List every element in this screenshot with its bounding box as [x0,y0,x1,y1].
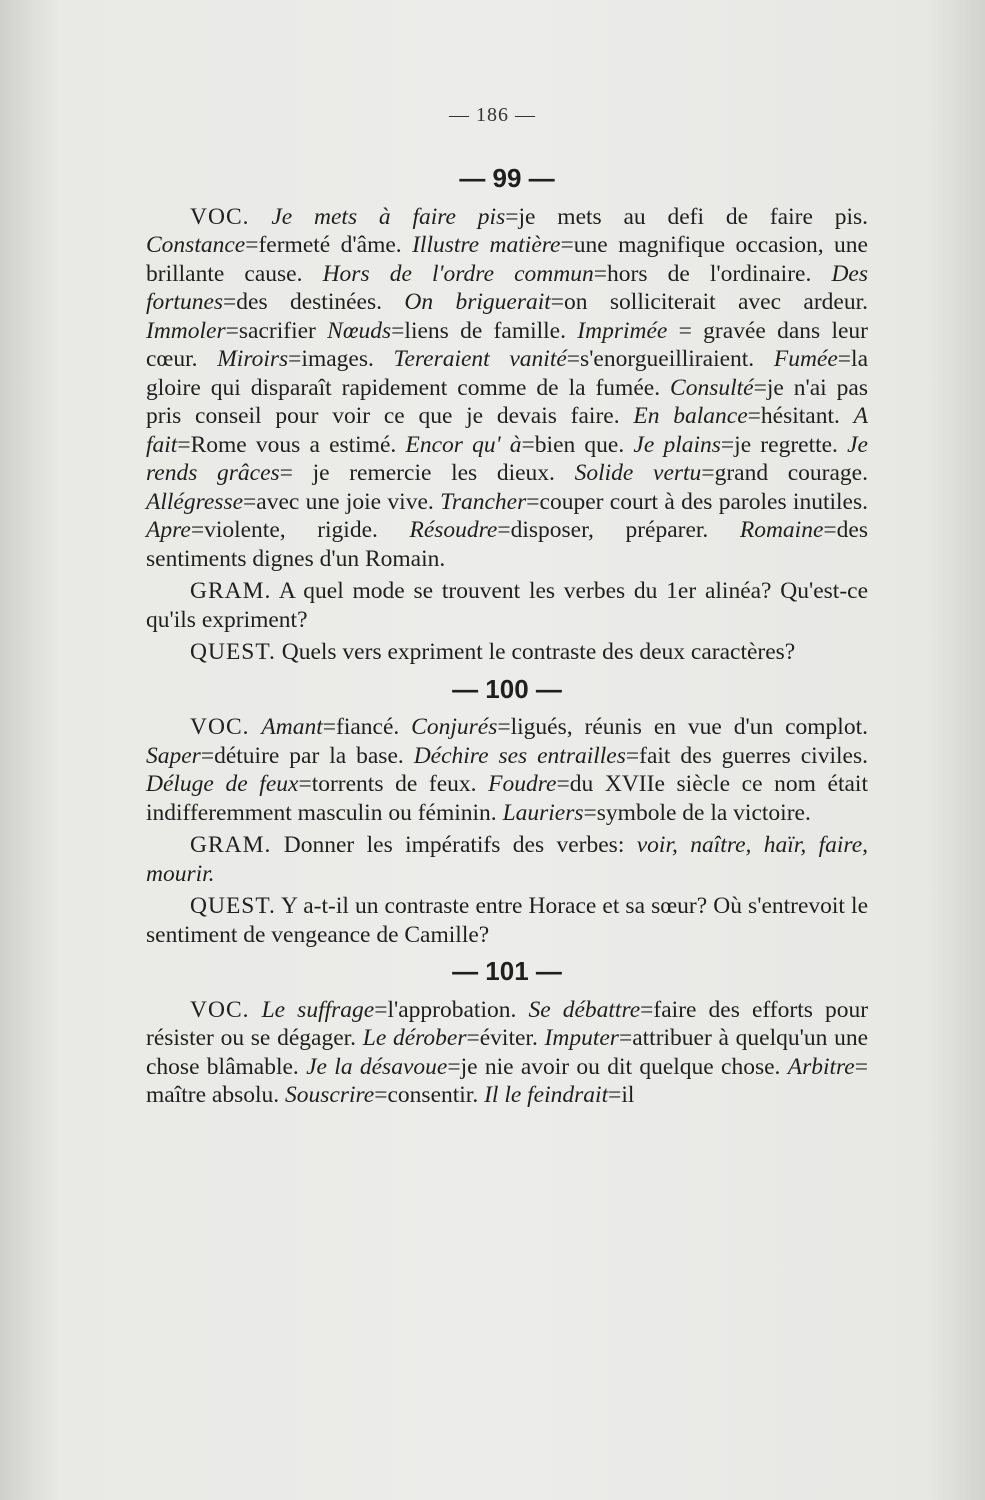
text-run: =une magnifique occasion, une brillante cause. [146,232,868,287]
text-run: =consentir. [374,1082,485,1108]
italic-term: En balance [633,403,748,429]
italic-term: Trancher [440,488,527,515]
text-run: =détuire par la base. [200,742,414,769]
text-run: =disposer, préparer. [497,517,740,543]
italic-term: On briguerait [404,289,551,315]
text-run: =la gloire qui disparaît rapidement comme de la fumée. [146,346,868,401]
text-run: =Rome vous a estimé. [177,431,406,458]
text-run: =des sentiments dignes d'un Romain. [146,517,868,572]
italic-term: Apre [146,517,191,543]
text-run [250,204,272,230]
italic-term: Il le feindrait [484,1082,609,1108]
italic-term: Déchire ses entrailles [413,742,626,769]
text-run: =ligués, réunis en vue d'un complot. [497,714,868,740]
text-run: =grand courage. [701,460,868,486]
text-run: =fait des guerres civiles. [625,742,868,769]
text-run: =je mets au defi de faire pis. [505,203,869,230]
italic-term: Immoler [146,317,226,344]
quest-text [276,639,795,665]
italic-term: Le suffrage [261,996,375,1023]
text-run: =s'enorgueilliraient. [566,346,774,372]
quest-label: QUEST. [190,893,276,919]
text-run: =du XVIIe siècle ce nom était indifferemment masculin ou féminin. [146,771,868,826]
text-run: A quel mode se trouvent les verbes du 1er alinéa? Qu'est-ce qu'ils expriment? [146,578,868,633]
voc-text [146,204,868,572]
quest-label: QUEST. [190,639,276,665]
italic-term: Déluge de feux [146,771,299,797]
text-run: =il [608,1082,635,1108]
italic-term: Romaine [739,517,824,543]
italic-term: A fait [146,403,868,458]
text-run: = maître absolu. [146,1053,868,1108]
text-run: = gravée dans leur cœur. [146,317,868,372]
italic-term: Illustre matière [412,232,561,258]
text-run: =l'approbation. [374,996,529,1023]
italic-term: Résoudre [409,517,498,543]
italic-term: Tereraient vanité [393,346,567,372]
italic-term: Imputer [544,1025,619,1051]
italic-term: Solide vertu [574,460,702,486]
voc-text [146,714,868,826]
text-run: Y a-t-il un contraste entre Horace et sa sœur? Où s'entrevoit le sentiment de vengeance de Camille? [146,893,868,948]
text-run: =symbole de la victoire. [583,799,811,826]
italic-term: voir, naître, haïr, faire, mourir. [146,832,868,887]
section-100 [146,675,868,950]
italic-term: Fumée [773,346,838,372]
text-run [250,714,262,740]
text-run: =hors de l'ordinaire. [593,260,832,287]
voc-label: VOC. [190,203,250,230]
page-number: — 186 — [449,104,536,126]
section-101 [146,957,868,1110]
text-run: =bien que. [521,431,634,458]
italic-term: Lauriers [502,799,584,826]
quest-paragraph [146,638,868,667]
text-run: =sacrifier [225,317,328,344]
voc-text [146,997,868,1109]
italic-term: Je la désavoue [306,1053,448,1080]
text-run: =des destinées. [223,289,405,315]
italic-term: Souscrire [285,1082,375,1108]
text-run: =je nie avoir ou dit quelque chose. [447,1053,788,1080]
voc-paragraph [146,713,868,827]
text-run: =liens de famille. [391,317,578,344]
text-run: =éviter. [466,1025,545,1051]
gram-label: GRAM. [190,578,272,604]
italic-term: Consulté [670,374,754,401]
voc-label: VOC. [190,714,250,740]
italic-term: Je rends grâces [146,431,868,486]
section-heading: — 100 — [452,673,562,704]
text-run: =torrents de feux. [298,771,489,797]
text-run: =je regrette. [720,431,848,458]
italic-term: Imprimée [577,317,668,344]
italic-term: Allégresse [146,488,244,515]
quest-paragraph [146,892,868,949]
italic-term: Conjurés [411,714,498,740]
italic-term: Miroirs [217,346,289,372]
text-run: Donner les impératifs des verbes: [271,832,637,858]
text-run: = je remercie les dieux. [279,460,575,486]
text-run: =couper court à des paroles inutiles. [526,488,868,515]
italic-term: Hors de l'ordre commun [322,260,594,287]
text-run: =violente, rigide. [190,517,410,543]
italic-term: Foudre [488,771,557,797]
text-run: =on solliciterait avec ardeur. [550,289,868,315]
text-run: =avec une joie vive. [243,488,441,515]
italic-term: Arbitre [787,1053,855,1080]
section-99 [146,164,868,667]
italic-term: Constance [146,232,246,258]
gram-paragraph [146,831,868,888]
text-run: =images. [288,346,394,372]
italic-term: Se débattre [528,996,641,1023]
text-run: =je n'ai pas pris conseil pour voir ce que je devais faire. [146,374,868,429]
text-run: =hésitant. [747,403,854,429]
gram-label: GRAM. [190,832,272,858]
italic-term: Des fortunes [146,260,868,315]
voc-label: VOC. [190,996,250,1023]
italic-term: Encor qu' à [405,431,522,458]
voc-paragraph [146,996,868,1110]
text-run: =fermeté d'âme. [245,232,413,258]
voc-paragraph [146,203,868,574]
italic-term: Je plains [633,431,721,458]
text-run [250,997,262,1023]
italic-term: Nœuds [327,317,392,344]
text-run: Quels vers expriment le contraste des deux caractères? [275,639,796,665]
text-run: =faire des efforts pour résister ou se dégager. [146,996,869,1051]
section-heading: — 101 — [452,956,562,986]
text-run: =attribuer à quelqu'un une chose blâmable. [146,1025,869,1080]
italic-term: Je mets à faire pis [271,203,506,230]
page-content [146,156,868,1114]
italic-term: Le dérober [362,1025,467,1051]
text-run: =fiancé. [322,714,412,740]
section-heading: — 99 — [459,163,555,193]
italic-term: Saper [146,742,201,769]
gram-paragraph [146,577,868,634]
italic-term: Amant [261,714,323,740]
